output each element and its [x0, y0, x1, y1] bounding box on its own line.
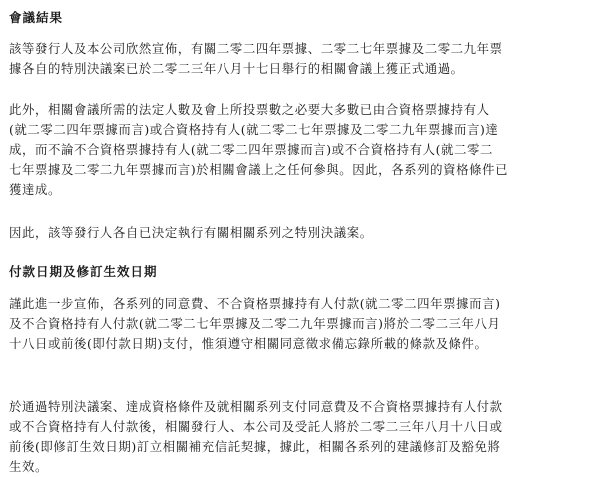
paragraph-resolutions-passed	[9, 39, 503, 79]
text-line: 該等發行人及本公司欣然宣佈，有關二零二四年票據、二零二七年票據及二零二九年票	[9, 41, 503, 56]
paragraph-amendment-effective	[9, 397, 503, 477]
text-line: 成，而不論不合資格票據持有人(就二零二四年票據而言)或不合資格持有人(就二零二	[9, 142, 493, 157]
text-line: (就二零二四年票據而言)或合資格持有人(就二零二七年票據及二零二九年票據而言)達	[9, 122, 499, 137]
text-line: 因此，該等發行人各自已決定執行有關相關系列之特別決議案。	[9, 225, 373, 240]
text-line: 七年票據及二零二九年票據而言)於相關會議上之任何參與。因此，各系列的資格條件已	[9, 162, 509, 177]
paragraph-quorum	[9, 100, 508, 200]
section-heading-meeting-results: 會議結果	[9, 10, 64, 25]
text-line: 前後(即修訂生效日期)訂立相關補充信託契據，據此，相關各系列的建議修訂及豁免將	[9, 439, 501, 454]
paragraph-execution	[9, 223, 373, 243]
text-line: 生效。	[9, 459, 48, 474]
text-line: 謹此進一步宣佈，各系列的同意費、不合資格票據持有人付款(就二零二四年票據而言)	[9, 296, 501, 311]
text-line: 及不合資格持有人付款(就二零二七年票據及二零二九年票據而言)將於二零二三年八月	[9, 316, 501, 331]
text-line: 獲達成。	[9, 182, 61, 197]
text-line: 十八日或前後(即付款日期)支付，惟須遵守相關同意徵求備忘錄所載的條款及條件。	[9, 336, 488, 351]
text-line: 於通過特別決議案、達成資格條件及就相關系列支付同意費及不合資格票據持有人付款	[9, 399, 503, 414]
section-heading-payment-dates: 付款日期及修訂生效日期	[9, 264, 158, 279]
text-line: 或不合資格持有人付款後，相關發行人、本公司及受託人將於二零二三年八月十八日或	[9, 419, 503, 434]
text-line: 據各自的特別決議案已於二零二三年八月十七日舉行的相關會議上獲正式通過。	[9, 61, 464, 76]
text-line: 此外，相關會議所需的法定人數及會上所投票數之必要大多數已由合資格票據持有人	[9, 102, 490, 117]
paragraph-payment-date	[9, 294, 501, 354]
